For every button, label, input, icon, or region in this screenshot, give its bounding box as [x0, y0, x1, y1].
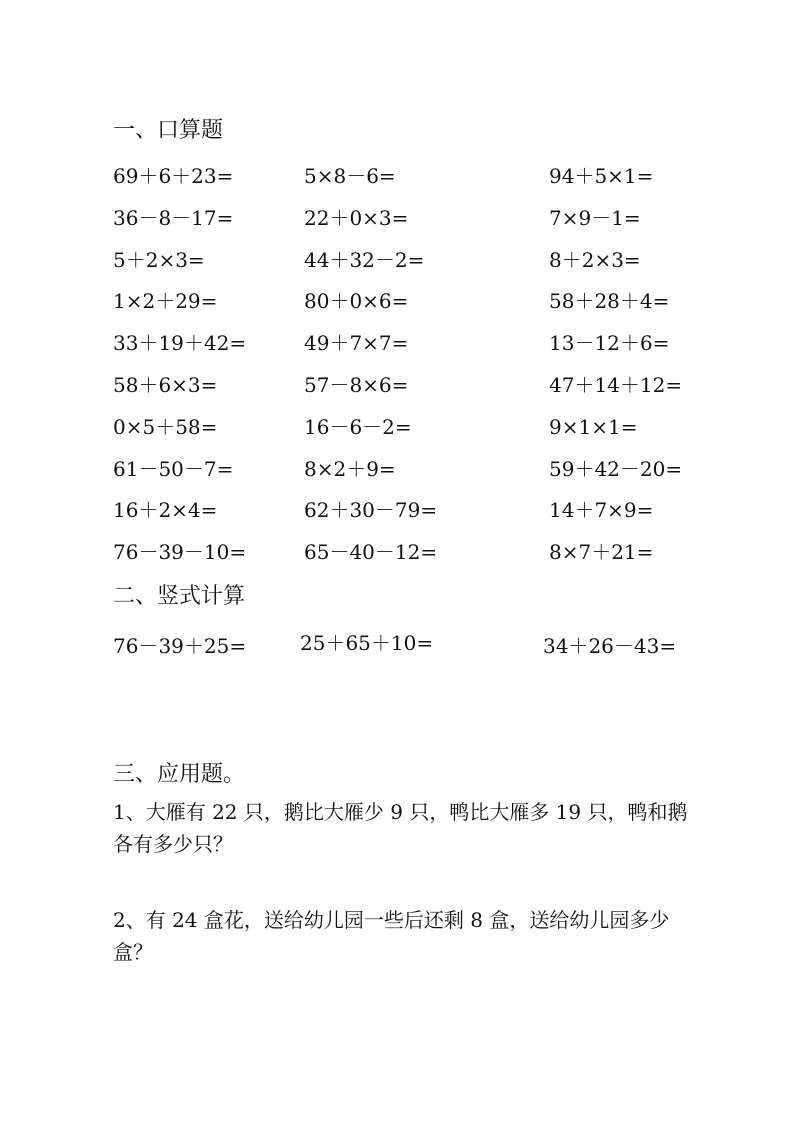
- oral-calc-item: 49＋7×7=: [304, 331, 409, 356]
- oral-calc-item: 62＋30－79=: [304, 498, 438, 523]
- oral-calc-row: [0, 371, 800, 413]
- oral-calc-item: 36－8－17=: [113, 205, 234, 230]
- oral-calc-row: [0, 287, 800, 329]
- oral-calc-row: [0, 413, 800, 455]
- vertical-calc-item: 34＋26－43=: [543, 634, 677, 658]
- oral-calc-item: 1×2＋29=: [113, 289, 218, 314]
- vertical-calc-item: 25＋65＋10=: [300, 631, 434, 655]
- oral-calc-item: 33＋19＋42=: [113, 331, 247, 356]
- oral-calc-row: [0, 162, 800, 204]
- oral-calc-row: [0, 246, 800, 288]
- word-problem: 2、有 24 盒花，送给幼儿园一些后还剩 8 盒，送给幼儿园多少盒？: [113, 908, 670, 964]
- oral-calc-item: 76－39－10=: [113, 540, 247, 565]
- oral-calc-grid: [0, 162, 800, 580]
- oral-calc-row: [0, 496, 800, 538]
- oral-calc-item: 8×2＋9=: [304, 456, 396, 481]
- oral-calc-item: 65－40－12=: [304, 540, 438, 565]
- oral-calc-item: 8＋2×3=: [549, 247, 641, 272]
- vertical-calc-item: 76－39＋25=: [113, 634, 247, 658]
- oral-calc-row: [0, 204, 800, 246]
- oral-calc-row: [0, 455, 800, 497]
- oral-calc-item: 94＋5×1=: [549, 164, 654, 188]
- section-vertical-calc-title: 二、竖式计算: [113, 584, 246, 609]
- oral-calc-item: 16－6－2=: [304, 414, 412, 439]
- oral-calc-item: 58＋28＋4=: [549, 289, 670, 314]
- oral-calc-item: 5×8－6=: [304, 164, 396, 188]
- oral-calc-item: 69＋6＋23=: [113, 164, 234, 188]
- oral-calc-item: 0×5＋58=: [113, 414, 218, 439]
- oral-calc-item: 7×9－1=: [549, 205, 641, 230]
- section-word-problems-title: 三、应用题。: [113, 762, 246, 787]
- oral-calc-row: [0, 538, 800, 580]
- oral-calc-item: 9×1×1=: [549, 414, 638, 439]
- oral-calc-item: 57－8×6=: [304, 372, 409, 397]
- oral-calc-item: 44＋32－2=: [304, 247, 425, 272]
- section-oral-calc-title: 一、口算题: [113, 118, 224, 143]
- oral-calc-row: [0, 329, 800, 371]
- word-problem: 1、大雁有 22 只，鹅比大雁少 9 只，鸭比大雁多 19 只，鸭和鹅各有多少只？: [113, 800, 688, 856]
- oral-calc-item: 59＋42－20=: [549, 456, 683, 481]
- oral-calc-item: 5＋2×3=: [113, 247, 205, 272]
- oral-calc-item: 61－50－7=: [113, 456, 234, 481]
- oral-calc-item: 8×7＋21=: [549, 540, 654, 565]
- oral-calc-item: 13－12＋6=: [549, 331, 670, 356]
- oral-calc-item: 80＋0×6=: [304, 289, 409, 314]
- oral-calc-item: 16＋2×4=: [113, 498, 218, 523]
- oral-calc-item: 47＋14＋12=: [549, 372, 683, 397]
- oral-calc-item: 14＋7×9=: [549, 498, 654, 523]
- oral-calc-item: 22＋0×3=: [304, 205, 409, 230]
- oral-calc-item: 58＋6×3=: [113, 372, 218, 397]
